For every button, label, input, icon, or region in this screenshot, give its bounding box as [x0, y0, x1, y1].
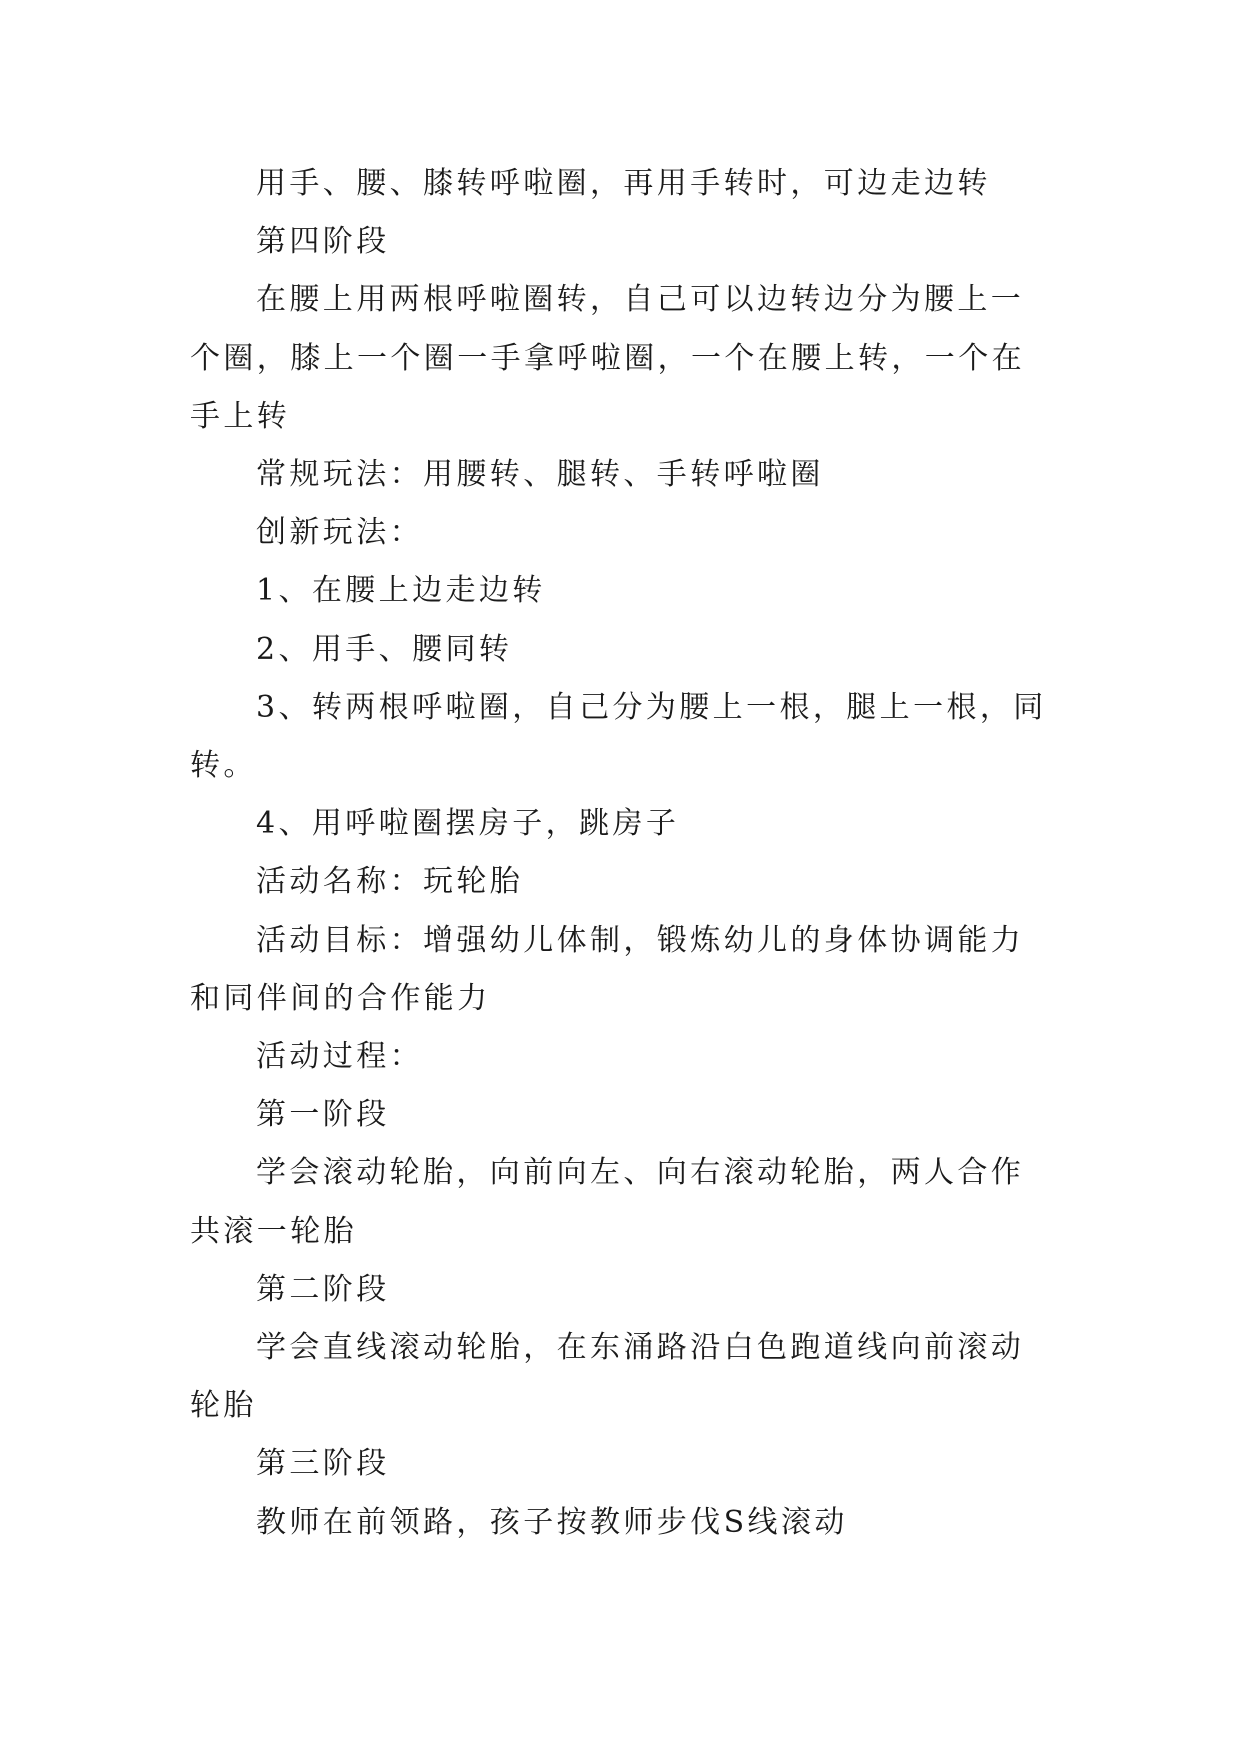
list-item: 3、转两根呼啦圈，自己分为腰上一根，腿上一根，同转。	[190, 689, 1047, 784]
section-heading: 第一阶段	[256, 1097, 390, 1133]
section-heading: 第四阶段	[256, 224, 390, 260]
paragraph: 学会直线滚动轮胎，在东涌路沿白色跑道线向前滚动轮胎	[190, 1330, 1025, 1424]
section-heading: 第三阶段	[256, 1446, 390, 1482]
list-item: 1、在腰上边走边转	[256, 573, 546, 609]
section-heading: 第二阶段	[256, 1271, 390, 1307]
paragraph: 学会滚动轮胎，向前向左、向右滚动轮胎，两人合作共滚一轮胎	[190, 1155, 1025, 1249]
paragraph: 创新玩法：	[256, 515, 423, 551]
activity-goal: 活动目标：增强幼儿体制，锻炼幼儿的身体协调能力和同伴间的合作能力	[190, 922, 1025, 1016]
paragraph: 常规玩法：用腰转、腿转、手转呼啦圈	[256, 457, 824, 493]
activity-process-label: 活动过程：	[256, 1039, 423, 1075]
list-item: 2、用手、腰同转	[256, 631, 513, 667]
list-item: 4、用呼啦圈摆房子，跳房子	[256, 806, 680, 842]
paragraph: 用手、腰、膝转呼啦圈，再用手转时，可边走边转	[256, 166, 991, 201]
document-body	[190, 155, 1050, 1552]
paragraph: 教师在前领路，孩子按教师步伐S线滚动	[256, 1504, 848, 1540]
paragraph: 在腰上用两根呼啦圈转，自己可以边转边分为腰上一个圈，膝上一个圈一手拿呼啦圈，一个在腰上转，一个在手上转	[190, 282, 1025, 434]
activity-name: 活动名称：玩轮胎	[256, 864, 524, 900]
